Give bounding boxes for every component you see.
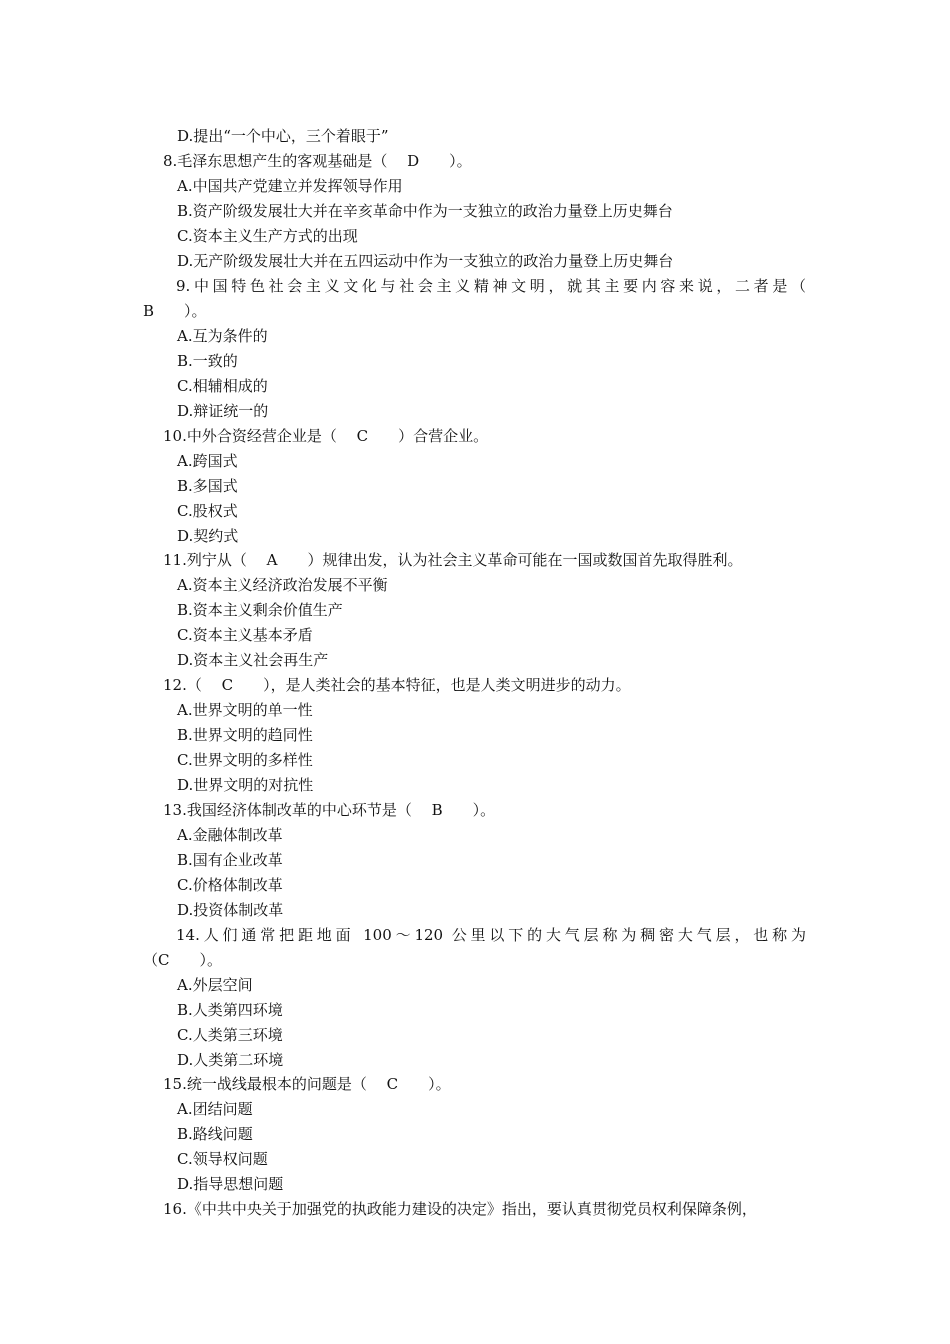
option-12a: A.世界文明的单一性 <box>177 701 313 719</box>
option-11c: C.资本主义基本矛盾 <box>177 626 313 644</box>
option-13c: C.价格体制改革 <box>177 876 283 894</box>
option-12d: D.世界文明的对抗性 <box>177 776 314 794</box>
option-12c: C.世界文明的多样性 <box>177 751 313 769</box>
option-11d: D.资本主义社会再生产 <box>177 651 329 669</box>
option-14a: A.外层空间 <box>177 976 253 994</box>
question-13: 13.我国经济体制改革的中心环节是（ B ）。 <box>163 801 496 819</box>
option-8d: D.无产阶级发展壮大并在五四运动中作为一支独立的政治力量登上历史舞台 <box>177 252 674 270</box>
option-9b: B.一致的 <box>177 352 238 370</box>
question-9-continued: B ）。 <box>143 302 207 320</box>
option-13a: A.金融体制改革 <box>177 826 283 844</box>
question-14: 14.人们通常把距地面 100～120 公里以下的大气层称为稠密大气层，也称为 <box>176 926 806 944</box>
option-10c: C.股权式 <box>177 502 238 520</box>
option-10a: A.跨国式 <box>177 452 238 470</box>
question-14-continued: （C ）。 <box>143 951 222 969</box>
question-16: 16.《中共中央关于加强党的执政能力建设的决定》指出，要认真贯彻党员权利保障条例， <box>163 1200 757 1218</box>
option-14c: C.人类第三环境 <box>177 1026 283 1044</box>
option-9a: A.互为条件的 <box>177 327 268 345</box>
question-10: 10.中外合资经营企业是（ C ）合营企业。 <box>163 427 489 445</box>
option-8a: A.中国共产党建立并发挥领导作用 <box>177 177 403 195</box>
question-15: 15.统一战线最根本的问题是（ C ）。 <box>163 1075 451 1093</box>
option-12b: B.世界文明的趋同性 <box>177 726 313 744</box>
option-14d: D.人类第二环境 <box>177 1051 284 1069</box>
option-15a: A.团结问题 <box>177 1100 253 1118</box>
question-8: 8.毛泽东思想产生的客观基础是（ D ）。 <box>163 152 472 170</box>
option-15b: B.路线问题 <box>177 1125 253 1143</box>
option-13d: D.投资体制改革 <box>177 901 284 919</box>
option-9c: C.相辅相成的 <box>177 377 268 395</box>
option-10d: D.契约式 <box>177 527 239 545</box>
option-10b: B.多国式 <box>177 477 238 495</box>
option-7d: D.提出“一个中心，三个着眼于” <box>177 127 389 145</box>
option-11a: A.资本主义经济政治发展不平衡 <box>177 576 388 594</box>
option-9d: D.辩证统一的 <box>177 402 269 420</box>
option-15d: D.指导思想问题 <box>177 1175 284 1193</box>
option-15c: C.领导权问题 <box>177 1150 268 1168</box>
option-8c: C.资本主义生产方式的出现 <box>177 227 358 245</box>
option-14b: B.人类第四环境 <box>177 1001 283 1019</box>
option-8b: B.资产阶级发展壮大并在辛亥革命中作为一支独立的政治力量登上历史舞台 <box>177 202 673 220</box>
question-9: 9.中国特色社会主义文化与社会主义精神文明，就其主要内容来说，二者是（ <box>176 277 806 295</box>
option-13b: B.国有企业改革 <box>177 851 283 869</box>
question-11: 11.列宁从（ A ）规律出发，认为社会主义革命可能在一国或数国首先取得胜利。 <box>163 551 743 569</box>
question-12: 12.（ C ），是人类社会的基本特征，也是人类文明进步的动力。 <box>163 676 631 694</box>
option-11b: B.资本主义剩余价值生产 <box>177 601 343 619</box>
